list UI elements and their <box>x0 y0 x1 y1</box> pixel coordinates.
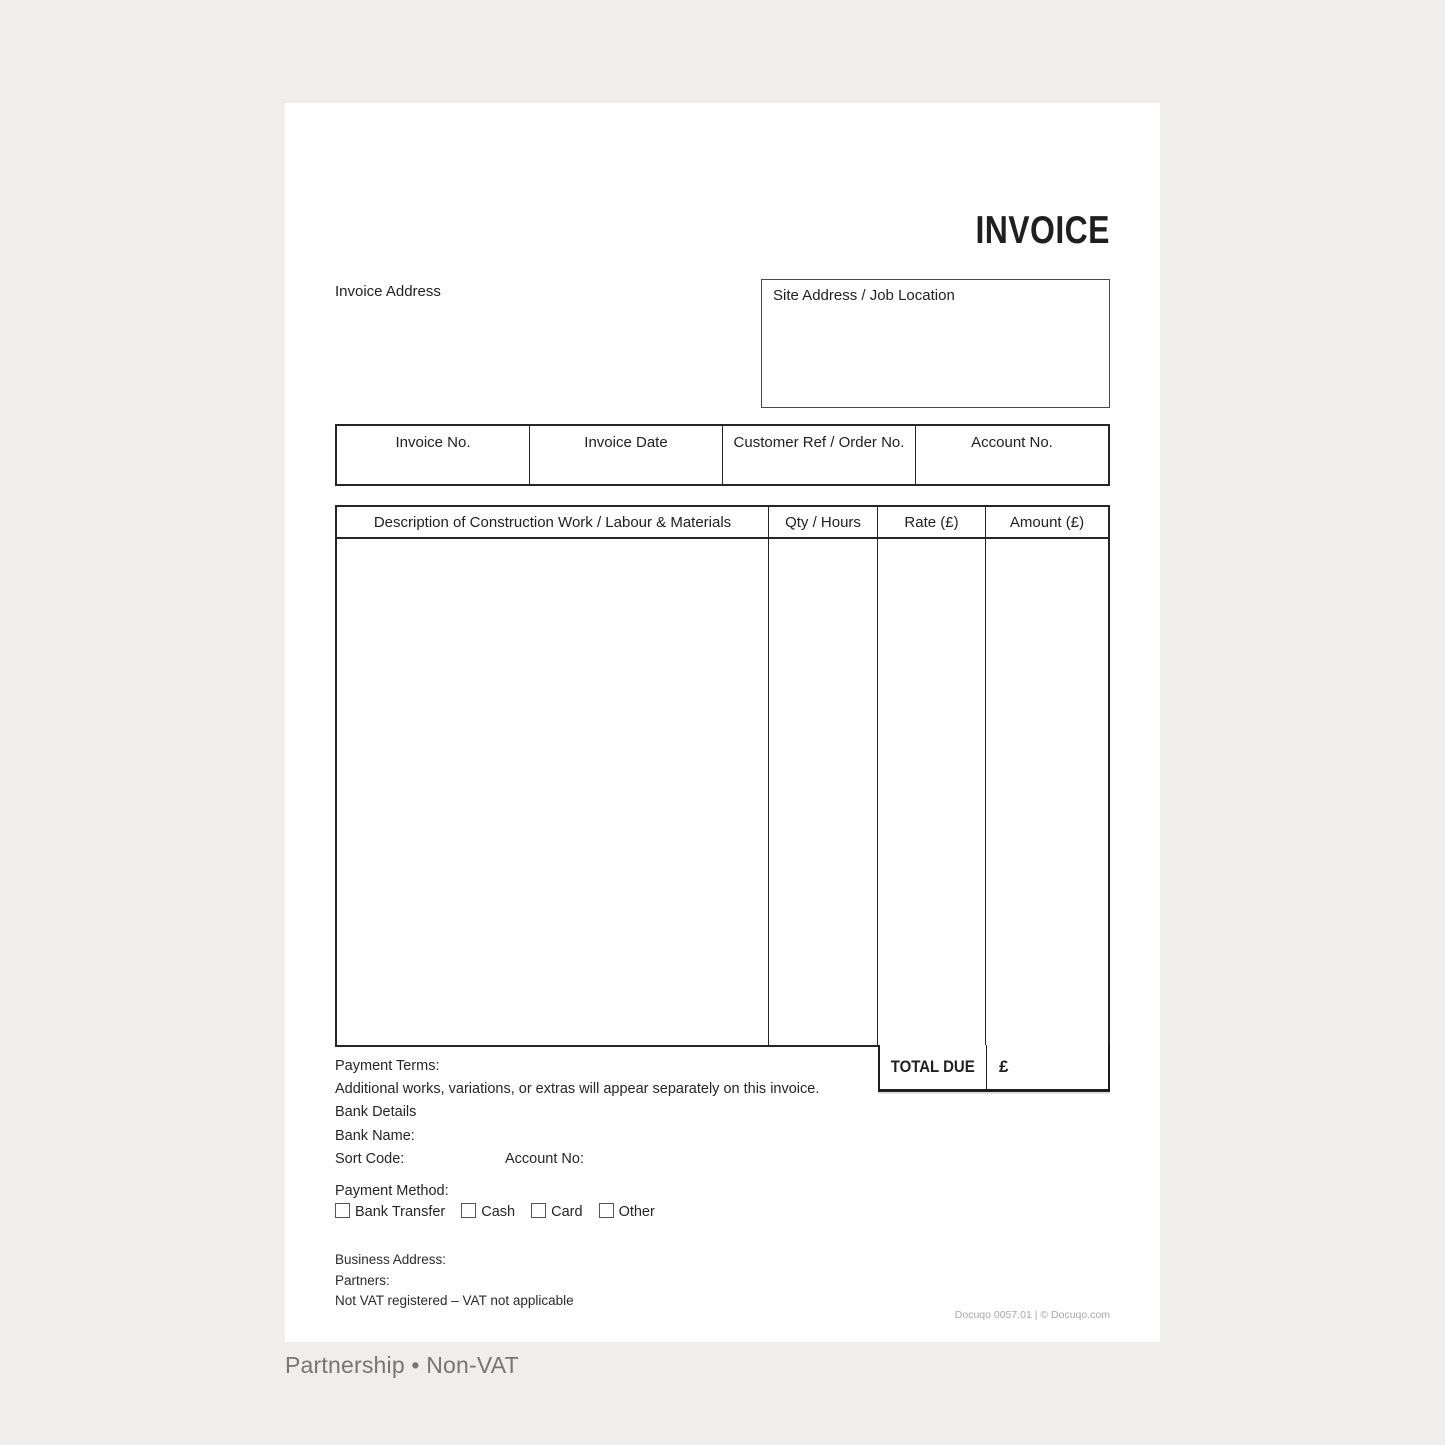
card-label: Card <box>551 1204 583 1220</box>
rate-column-header: Rate (£) <box>878 507 986 537</box>
total-due-label: TOTAL DUE <box>891 1057 975 1076</box>
qty-hours-column-header: Qty / Hours <box>769 507 878 537</box>
currency-symbol: £ <box>999 1057 1009 1076</box>
cash-label: Cash <box>481 1204 516 1220</box>
document-title: INVOICE <box>975 209 1110 252</box>
partners-label: Partners: <box>335 1273 390 1288</box>
sort-code-label: Sort Code: <box>335 1151 405 1167</box>
payment-method-bank-transfer[interactable] <box>335 1204 445 1220</box>
rate-entry-area[interactable] <box>878 539 986 1045</box>
site-address-box[interactable] <box>761 279 1110 408</box>
payment-method-cash[interactable] <box>461 1204 515 1220</box>
meta-cell-invoice-no[interactable] <box>337 426 530 484</box>
other-checkbox[interactable] <box>599 1203 614 1218</box>
line-items-body-row <box>337 539 1108 1045</box>
description-column-header: Description of Construction Work / Labour & Materials <box>337 507 769 537</box>
bank-transfer-checkbox[interactable] <box>335 1203 350 1218</box>
payment-method-card[interactable] <box>531 1204 582 1220</box>
meta-cell-customer-ref[interactable] <box>723 426 916 484</box>
payment-method-label: Payment Method: <box>335 1183 449 1199</box>
invoice-no-header: Invoice No. <box>395 434 471 451</box>
invoice-meta-table <box>335 424 1110 486</box>
payment-terms-label: Payment Terms: <box>335 1058 440 1074</box>
card-checkbox[interactable] <box>531 1203 546 1218</box>
meta-cell-account-no[interactable] <box>916 426 1108 484</box>
account-no-label: Account No: <box>505 1151 584 1167</box>
bank-details-label: Bank Details <box>335 1104 417 1120</box>
account-no-header: Account No. <box>971 434 1053 451</box>
payment-method-other[interactable] <box>599 1204 655 1220</box>
line-items-header-row <box>337 507 1108 539</box>
template-caption: Partnership • Non-VAT <box>285 1352 519 1378</box>
total-due-label-cell <box>880 1045 987 1089</box>
qty-hours-entry-area[interactable] <box>769 539 878 1045</box>
bank-name-label: Bank Name: <box>335 1128 415 1144</box>
bank-transfer-label: Bank Transfer <box>355 1204 446 1220</box>
total-due-row <box>878 1045 1110 1092</box>
other-label: Other <box>618 1204 655 1220</box>
vat-note: Not VAT registered – VAT not applicable <box>335 1293 574 1308</box>
meta-cell-invoice-date[interactable] <box>530 426 723 484</box>
description-entry-area[interactable] <box>337 539 769 1045</box>
customer-ref-header: Customer Ref / Order No. <box>733 434 905 451</box>
invoice-date-header: Invoice Date <box>584 434 668 451</box>
amount-entry-area[interactable] <box>986 539 1108 1045</box>
invoice-document-page <box>285 103 1160 1342</box>
business-address-label: Business Address: <box>335 1252 447 1267</box>
amount-column-header: Amount (£) <box>1009 514 1085 531</box>
line-items-table <box>335 505 1110 1047</box>
total-due-amount-cell[interactable] <box>987 1045 1108 1089</box>
invoice-address-label: Invoice Address <box>335 283 441 300</box>
payment-method-options <box>335 1204 655 1220</box>
cash-checkbox[interactable] <box>461 1203 476 1218</box>
site-address-label: Site Address / Job Location <box>773 287 955 304</box>
document-reference: Docuqo 0057.01 | © Docuqo.com <box>954 1309 1110 1321</box>
additional-works-note: Additional works, variations, or extras will appear separately on this invoice. <box>335 1081 820 1097</box>
